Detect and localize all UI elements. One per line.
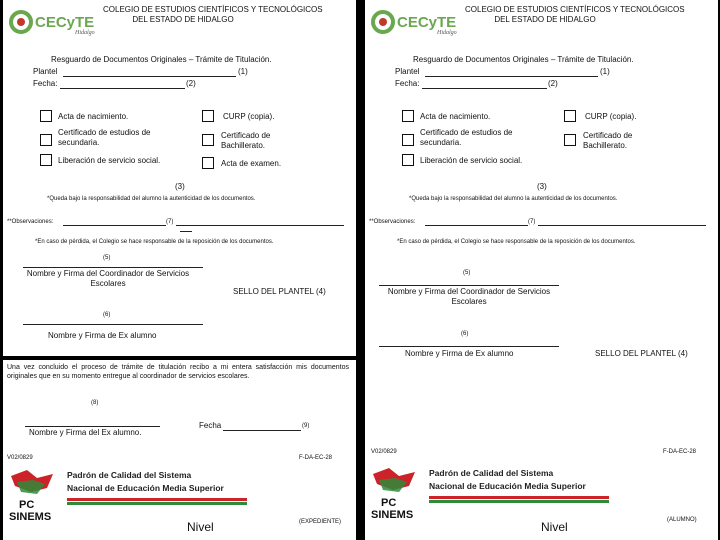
fecha-label: Fecha: xyxy=(395,79,420,88)
acta-checkbox[interactable] xyxy=(40,110,52,122)
fecha2-field[interactable] xyxy=(223,430,301,431)
green-band xyxy=(67,502,247,505)
title-line-1: COLEGIO DE ESTUDIOS CIENTÍFICOS Y TECNOLÓGICOS xyxy=(103,5,323,14)
curp-checkbox[interactable] xyxy=(202,110,214,122)
title-line-2: DEL ESTADO DE HIDALGO xyxy=(132,15,234,24)
fecha-ref: (2) xyxy=(548,79,558,88)
liberacion-label: Liberación de servicio social. xyxy=(420,156,523,165)
plantel-ref: (1) xyxy=(600,67,610,76)
cert-secundaria-label: Certificado de estudios de secundaria. xyxy=(58,128,151,147)
pc-text: PC xyxy=(381,497,397,509)
pc-text: PC xyxy=(19,499,35,511)
ref-3: (3) xyxy=(175,182,185,191)
version-code: V02/0829 xyxy=(371,449,397,455)
coordinator-signature-line[interactable] xyxy=(23,267,203,268)
fecha-field[interactable] xyxy=(422,88,547,89)
left-copy-page xyxy=(3,0,356,540)
right-copy-page xyxy=(365,0,718,540)
cert-secundaria-checkbox[interactable] xyxy=(40,134,52,146)
plantel-label: Plantel xyxy=(33,67,58,76)
sinems-text: SINEMS xyxy=(371,509,414,521)
acta-examen-checkbox[interactable] xyxy=(202,157,214,169)
green-band xyxy=(429,500,609,503)
copy-label: (ALUMNO) xyxy=(667,517,697,523)
curp-label: CURP (copia). xyxy=(223,112,275,121)
student-label: Nombre y Firma de Ex alumno xyxy=(48,331,157,340)
coordinator-signature-line[interactable] xyxy=(379,285,559,286)
seal-label: SELLO DEL PLANTEL (4) xyxy=(233,287,326,296)
student-signature-line[interactable] xyxy=(379,346,559,347)
ref-5: (5) xyxy=(103,255,111,261)
fecha2-label: Fecha xyxy=(199,421,222,430)
student-label-2: Nombre y Firma del Ex alumno. xyxy=(29,428,142,437)
liberacion-checkbox[interactable] xyxy=(402,154,414,166)
liberacion-checkbox[interactable] xyxy=(40,154,52,166)
plantel-label: Plantel xyxy=(395,67,420,76)
loss-note: *En caso de pérdida, el Colegio se hace responsable de la reposición de los documentos. xyxy=(397,239,636,245)
form-title: Resguardo de Documentos Originales – Trámite de Titulación. xyxy=(51,55,272,64)
copy-label: (EXPEDIENTE) xyxy=(299,519,342,525)
form-code: F-DA-EC-28 xyxy=(299,455,333,461)
acta-label: Acta de nacimiento. xyxy=(420,112,491,121)
acta-checkbox[interactable] xyxy=(402,110,414,122)
acta-examen-label: Acta de examen. xyxy=(221,159,282,168)
pc-sinems-logo xyxy=(7,468,57,523)
version-code: V02/0829 xyxy=(7,455,33,461)
curp-label: CURP (copia). xyxy=(585,112,637,121)
logo-subtext: Hidalgo xyxy=(75,30,95,36)
acta-label: Acta de nacimiento. xyxy=(58,112,129,121)
ref-7: (7) xyxy=(528,219,536,225)
padron-line-1: Padrón de Calidad del Sistema xyxy=(67,470,192,480)
cert-bachillerato-checkbox[interactable] xyxy=(202,134,214,146)
cert-bachillerato-label: Certificado de Bachillerato. xyxy=(583,131,633,150)
form-title: Resguardo de Documentos Originales – Trámite de Titulación. xyxy=(413,55,634,64)
logo-text: CECyTE xyxy=(397,14,457,31)
cert-bachillerato-checkbox[interactable] xyxy=(564,134,576,146)
cecyte-logo xyxy=(9,8,99,36)
plantel-ref: (1) xyxy=(238,67,248,76)
observaciones-field-ext[interactable] xyxy=(176,225,344,226)
observaciones-field-ext[interactable] xyxy=(538,225,706,226)
student-signature-line[interactable] xyxy=(23,324,203,325)
institution-title xyxy=(465,5,685,25)
student-label: Nombre y Firma de Ex alumno xyxy=(405,349,514,358)
nivel-label: Nivel xyxy=(187,520,214,534)
liberacion-label: Liberación de servicio social. xyxy=(58,156,161,165)
sinems-text: SINEMS xyxy=(9,511,52,523)
return-statement: Una vez concluido el proceso de trámite de titulación recibo a mi entera satisfacción mis documentos originales que en su momento entregue al coordinador de servicios escolares. xyxy=(7,364,349,380)
ref-5: (5) xyxy=(463,270,471,276)
student-signature-line-2[interactable] xyxy=(25,426,160,427)
title-line-2: DEL ESTADO DE HIDALGO xyxy=(494,15,596,24)
ref-9: (9) xyxy=(302,423,310,429)
ref-8: (8) xyxy=(91,400,99,406)
custody-note: *Queda bajo la responsabilidad del alumno la autenticidad de los documentos. xyxy=(409,196,618,202)
institution-title xyxy=(103,5,323,25)
observaciones-tick xyxy=(180,231,192,232)
nivel-label: Nivel xyxy=(541,520,568,534)
cecyte-logo xyxy=(371,8,461,36)
padron-line-2: Nacional de Educación Media Superior xyxy=(67,483,224,493)
plantel-field[interactable] xyxy=(425,76,598,77)
fecha-label: Fecha: xyxy=(33,79,58,88)
padron-line-1: Padrón de Calidad del Sistema xyxy=(429,468,554,478)
red-band xyxy=(429,496,609,499)
observaciones-label: **Observaciones: xyxy=(369,219,416,225)
observaciones-field[interactable] xyxy=(425,225,528,226)
cert-secundaria-checkbox[interactable] xyxy=(402,134,414,146)
logo-subtext: Hidalgo xyxy=(437,30,457,36)
coordinator-label: Nombre y Firma del Coordinador de Servicios Escolares xyxy=(387,287,551,306)
ref-3: (3) xyxy=(537,182,547,191)
form-code: F-DA-EC-28 xyxy=(663,449,697,455)
curp-checkbox[interactable] xyxy=(564,110,576,122)
cert-secundaria-label: Certificado de estudios de secundaria. xyxy=(420,128,513,147)
coordinator-label: Nombre y Firma del Coordinador de Servicios Escolares xyxy=(26,269,190,288)
red-band xyxy=(67,498,247,501)
padron-line-2: Nacional de Educación Media Superior xyxy=(429,481,586,491)
observaciones-field[interactable] xyxy=(63,225,166,226)
logo-text: CECyTE xyxy=(35,14,95,31)
plantel-field[interactable] xyxy=(63,76,236,77)
section-divider xyxy=(3,356,356,360)
ref-7: (7) xyxy=(166,219,174,225)
ref-6: (6) xyxy=(103,312,111,318)
observaciones-label: **Observaciones: xyxy=(7,219,54,225)
pc-sinems-logo xyxy=(369,466,419,521)
seal-label: SELLO DEL PLANTEL (4) xyxy=(595,349,688,358)
loss-note: *En caso de pérdida, el Colegio se hace responsable de la reposición de los documentos. xyxy=(35,239,274,245)
cert-bachillerato-label: Certificado de Bachillerato. xyxy=(221,131,271,150)
title-line-1: COLEGIO DE ESTUDIOS CIENTÍFICOS Y TECNOLÓGICOS xyxy=(465,5,685,14)
fecha-field[interactable] xyxy=(60,88,185,89)
fecha-ref: (2) xyxy=(186,79,196,88)
custody-note: *Queda bajo la responsabilidad del alumno la autenticidad de los documentos. xyxy=(47,196,256,202)
ref-6: (6) xyxy=(461,331,469,337)
